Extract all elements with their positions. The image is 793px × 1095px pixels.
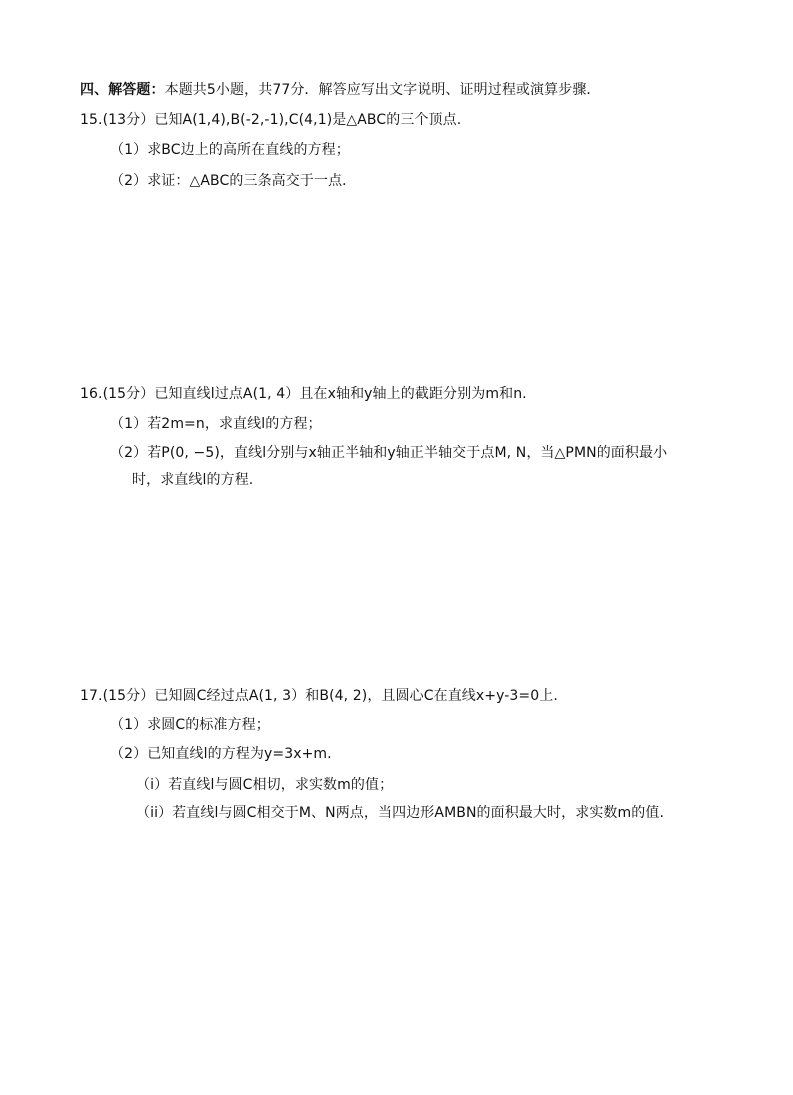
q15-stem: 15.(13分）已知A(1,4),B(-2,-1),C(4,1)是△ABC的三个顶点. xyxy=(80,112,462,128)
section-header xyxy=(80,80,601,100)
q15-part1: （1）求BC边上的高所在直线的方程； xyxy=(110,142,350,158)
q16-part1: （1）若2m=n，求直线l的方程； xyxy=(110,416,322,432)
q17-part1: （1）求圆C的标准方程； xyxy=(110,717,270,733)
section-heading: 四、解答题： xyxy=(80,82,165,98)
q17-sub-i: （i）若直线l与圆C相切，求实数m的值； xyxy=(136,777,394,793)
q15-part2: （2）求证：△ABC的三条高交于一点． xyxy=(110,173,357,189)
q17-sub-ii: （ii）若直线l与圆C相交于M、N两点，当四边形AMBN的面积最大时，求实数m的值. xyxy=(136,805,665,821)
q16-part2-line2: 时，求直线l的方程. xyxy=(132,472,254,488)
q16-stem: 16.(15分）已知直线l过点A(1, 4）且在x轴和y轴上的截距分别为m和n. xyxy=(80,386,527,402)
q17-stem: 17.(15分）已知圆C经过点A(1, 3）和B(4, 2)，且圆心C在直线x+y-3=0上. xyxy=(80,688,558,704)
section-instruction: 本题共5小题，共77分．解答应写出文字说明、证明过程或演算步骤． xyxy=(164,82,601,98)
q17-part2: （2）已知直线l的方程为y=3x+m. xyxy=(110,746,332,762)
q16-part2-line1: （2）若P(0, −5)，直线l分别与x轴正半轴和y轴正半轴交于点M, N，当△PMN的面积最小 xyxy=(110,445,668,461)
